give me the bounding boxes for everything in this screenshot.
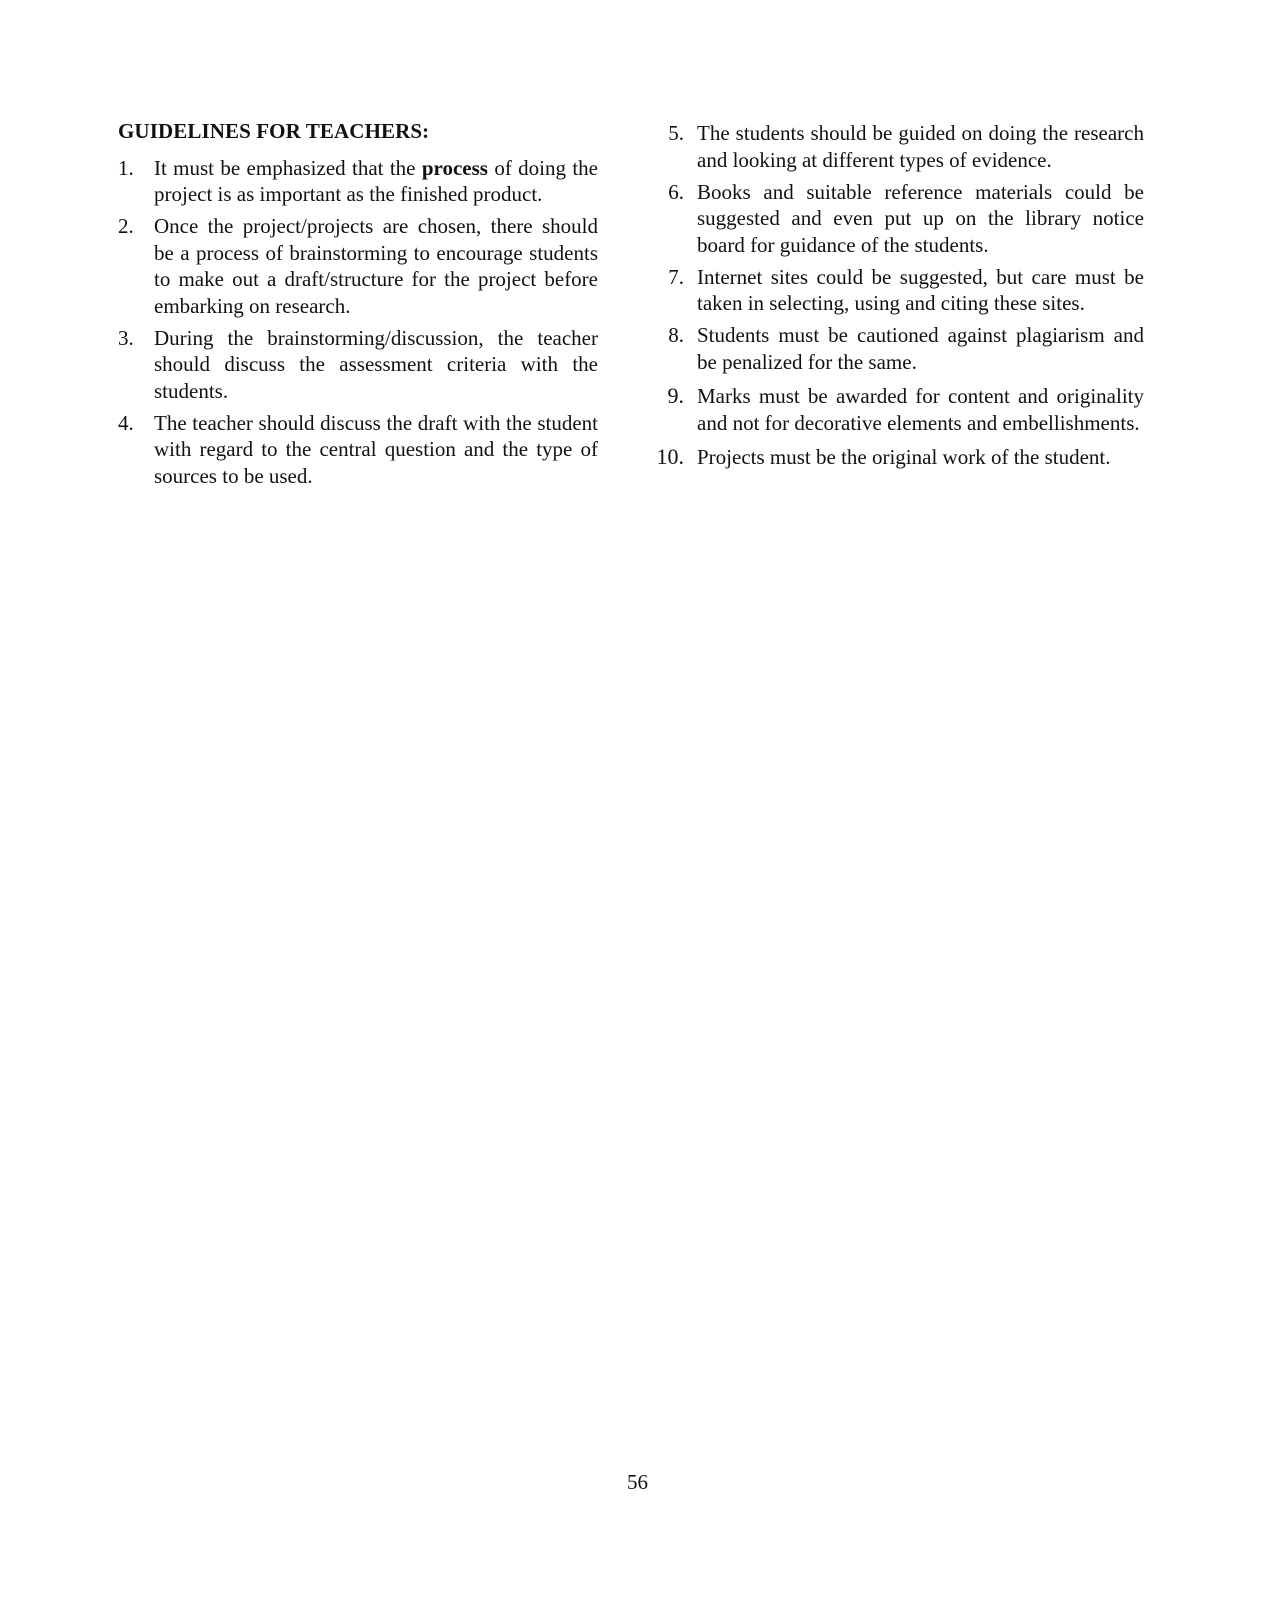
list-item bbox=[118, 410, 598, 490]
item-number: 3. bbox=[118, 325, 134, 350]
item-number: 1. bbox=[118, 155, 134, 180]
guidelines-list-left bbox=[118, 155, 598, 490]
list-item bbox=[654, 264, 1144, 317]
item-text: The teacher should discuss the draft with the student with regard to the central question and the type of sources to be used. bbox=[154, 410, 598, 488]
item-text: During the brainstorming/discussion, the teacher should discuss the assessment criteria with the students. bbox=[154, 325, 598, 403]
list-item bbox=[654, 322, 1144, 375]
item-text: The students should be guided on doing the research and looking at different types of evidence. bbox=[697, 121, 1144, 172]
item-text: Once the project/projects are chosen, there should be a process of brainstorming to encourage students to make out a draft/structure for the project before embarking on research. bbox=[154, 214, 598, 318]
item-number: 2. bbox=[118, 214, 134, 238]
item-number: 10. bbox=[656, 444, 684, 469]
list-item bbox=[118, 325, 598, 405]
list-item bbox=[654, 120, 1144, 173]
guidelines-list-right bbox=[654, 120, 1144, 471]
emphasis-text: process bbox=[421, 155, 488, 180]
item-text: Internet sites could be suggested, but care must be taken in selecting, using and citing these sites. bbox=[697, 264, 1144, 315]
item-number: 8. bbox=[668, 323, 684, 347]
item-text: Projects must be the original work of the student. bbox=[697, 445, 1111, 469]
left-column bbox=[118, 118, 598, 495]
item-number: 7. bbox=[668, 264, 684, 289]
item-number: 4. bbox=[118, 410, 134, 435]
list-item bbox=[654, 444, 1144, 471]
item-number: 5. bbox=[668, 121, 684, 145]
item-text: Marks must be awarded for content and originality and not for decorative elements and embellishments. bbox=[697, 384, 1144, 435]
page-number: 56 bbox=[627, 1470, 648, 1494]
list-item bbox=[118, 213, 598, 319]
item-number: 9. bbox=[667, 383, 684, 408]
list-item bbox=[654, 179, 1144, 259]
section-heading: GUIDELINES FOR TEACHERS: bbox=[118, 119, 430, 143]
item-text: Books and suitable reference materials could be suggested and even put up on the library notice board for guidance of the students. bbox=[697, 179, 1144, 257]
item-text: Students must be cautioned against plagiarism and be penalized for the same. bbox=[697, 323, 1144, 374]
list-item bbox=[654, 383, 1144, 436]
item-text: It must be emphasized that the process of doing the project is as important as the finished product. bbox=[154, 155, 598, 206]
item-number: 6. bbox=[668, 179, 684, 204]
right-column bbox=[654, 120, 1144, 476]
list-item bbox=[118, 155, 598, 208]
